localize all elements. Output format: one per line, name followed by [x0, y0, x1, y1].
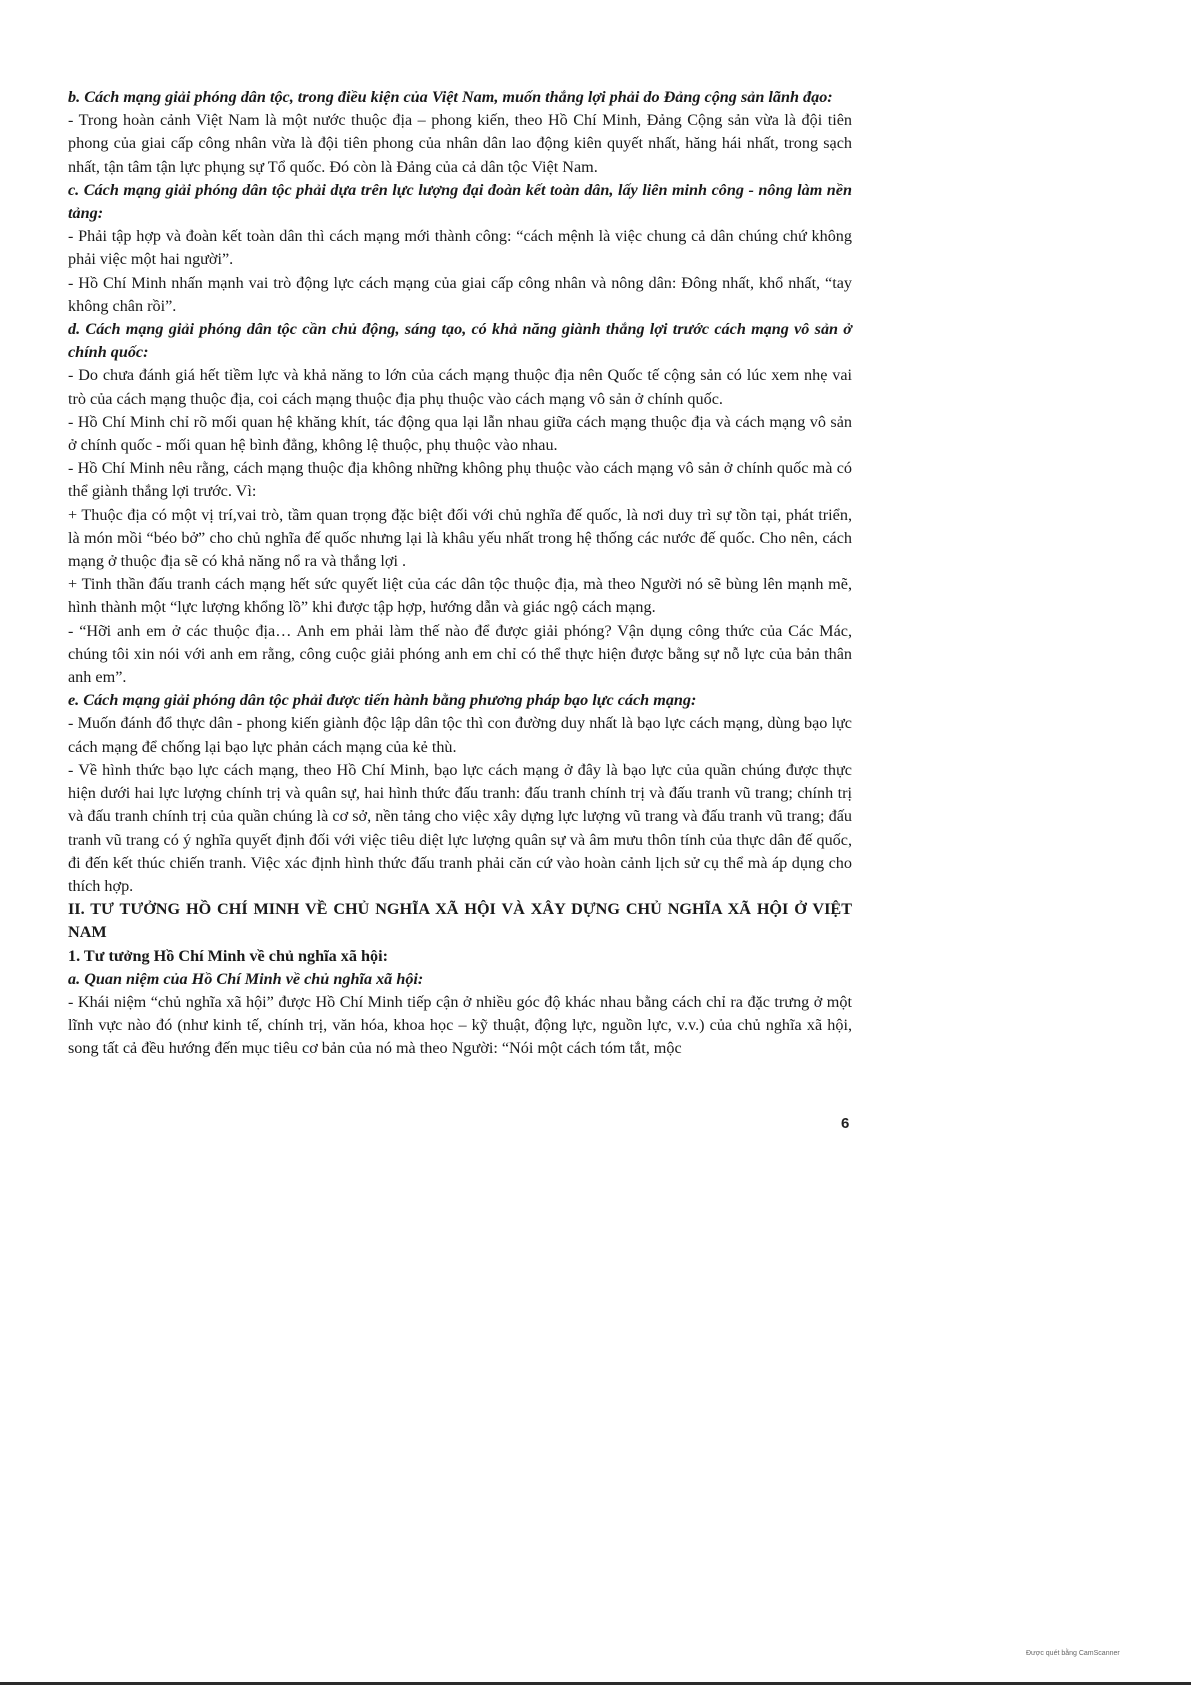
paragraph: + Thuộc địa có một vị trí,vai trò, tầm quan trọng đặc biệt đối với chủ nghĩa đế quốc, là nơi duy trì sự tồn tại, phát triển, là món mồi “béo bở” cho chủ nghĩa đế quốc nhưng lại là khâu yếu nhất trong hệ thống các nước đế quốc. Cho nên, cách mạng ở thuộc địa sẽ có khả năng nổ ra và thắng lợi . — [68, 505, 852, 571]
section-heading-e: e. Cách mạng giải phóng dân tộc phải được tiến hành bằng phương pháp bạo lực cách mạng: — [68, 691, 697, 710]
subsection-heading-a: a. Quan niệm của Hồ Chí Minh về chủ nghĩa xã hội: — [68, 969, 424, 988]
paragraph: - Muốn đánh đổ thực dân - phong kiến giành độc lập dân tộc thì con đường duy nhất là bạo lực cách mạng, dùng bạo lực cách mạng để chống lại bạo lực phản cách mạng của kẻ thù. — [68, 714, 852, 756]
paragraph: - Phải tập hợp và đoàn kết toàn dân thì cách mạng mới thành công: “cách mệnh là việc chung cả dân chúng chứ không phải việc một hai người”. — [68, 227, 852, 269]
page-number: 6 — [841, 1115, 850, 1132]
chapter-heading-II: II. TƯ TƯỞNG HỒ CHÍ MINH VỀ CHỦ NGHĨA XÃ HỘI VÀ XÂY DỰNG CHỦ NGHĨA XÃ HỘI Ở VIỆT NAM — [68, 900, 852, 942]
paragraph: - Hồ Chí Minh chỉ rõ mối quan hệ khăng khít, tác động qua lại lẫn nhau giữa cách mạng thuộc địa và cách mạng vô sản ở chính quốc - mối quan hệ bình đẳng, không lệ thuộc, phụ thuộc vào nhau. — [68, 412, 852, 455]
paragraph: - Hồ Chí Minh nêu rằng, cách mạng thuộc địa không những không phụ thuộc vào cách mạng vô sản ở chính quốc mà có thể giành thắng lợi trước. Vì: — [68, 459, 852, 501]
paragraph: + Tinh thần đấu tranh cách mạng hết sức quyết liệt của các dân tộc thuộc địa, mà theo Người nó sẽ bùng lên mạnh mẽ, hình thành một “lực lượng khổng lồ” khi được tập hợp, hướng dẫn và giác ngộ cách mạng. — [68, 575, 852, 617]
paragraph: - Do chưa đánh giá hết tiềm lực và khả năng to lớn của cách mạng thuộc địa nên Quốc tế cộng sản có lúc xem nhẹ vai trò của cách mạng thuộc địa, coi cách mạng thuộc địa phụ thuộc vào cách mạng vô sản ở chính quốc. — [68, 366, 852, 408]
subsection-heading-1: 1. Tư tưởng Hồ Chí Minh về chủ nghĩa xã hội: — [68, 946, 388, 965]
scanner-watermark: Được quét bằng CamScanner — [1026, 1650, 1120, 1657]
section-heading-b: b. Cách mạng giải phóng dân tộc, trong điều kiện của Việt Nam, muốn thắng lợi phải do Đảng cộng sản lãnh đạo: — [68, 88, 833, 106]
paragraph: - Khái niệm “chủ nghĩa xã hội” được Hồ Chí Minh tiếp cận ở nhiều góc độ khác nhau bằng cách chỉ ra đặc trưng ở một lĩnh vực nào đó (như kinh tế, chính trị, văn hóa, khoa học – kỹ thuật, động lực, nguồn lực, v.v.) của chủ nghĩa xã hội, song tất cả đều hướng đến mục tiêu cơ bản của nó mà theo Người: “Nói một cách tóm tắt, mộc — [68, 992, 852, 1058]
paragraph: - “Hỡi anh em ở các thuộc địa… Anh em phải làm thế nào để được giải phóng? Vận dụng công thức của Các Mác, chúng tôi xin nói với anh em rằng, công cuộc giải phóng anh em chỉ có thể thực hiện được bằng sự nỗ lực của bản thân anh em”. — [68, 621, 852, 687]
paragraph: - Trong hoàn cảnh Việt Nam là một nước thuộc địa – phong kiến, theo Hồ Chí Minh, Đảng Cộng sản vừa là đội tiên phong của giai cấp công nhân vừa là đội tiên phong của nhân dân lao động kiên quyết nhất, hăng hái nhất, trong sạch nhất, tận tâm tận lực phụng sự Tổ quốc. Đó còn là Đảng của cả dân tộc Việt Nam. — [68, 111, 852, 176]
document-body — [68, 86, 852, 1061]
section-heading-d: d. Cách mạng giải phóng dân tộc cần chủ động, sáng tạo, có khả năng giành thắng lợi trước cách mạng vô sản ở chính quốc: — [68, 320, 852, 362]
paragraph: - Hồ Chí Minh nhấn mạnh vai trò động lực cách mạng của giai cấp công nhân và nông dân: Đông nhất, khổ nhất, “tay không chân rồi”. — [68, 273, 852, 315]
paragraph: - Về hình thức bạo lực cách mạng, theo Hồ Chí Minh, bạo lực cách mạng ở đây là bạo lực của quần chúng được thực hiện dưới hai lực lượng chính trị và quân sự, hai hình thức đấu tranh: đấu tranh chính trị và đấu tranh vũ trang; chính trị và đấu tranh chính trị của quần chúng là cơ sở, nền tảng cho việc xây dựng lực lượng vũ trang và đấu tranh vũ trang; đấu tranh vũ trang có ý nghĩa quyết định đối với việc tiêu diệt lực lượng quân sự và âm mưu thôn tính của thực dân đế quốc, đi đến kết thúc chiến tranh. Việc xác định hình thức đấu tranh phải căn cứ vào hoàn cảnh lịch sử cụ thể mà áp dụng cho thích hợp. — [68, 760, 852, 895]
section-heading-c: c. Cách mạng giải phóng dân tộc phải dựa trên lực lượng đại đoàn kết toàn dân, lấy liên minh công - nông làm nền tảng: — [68, 180, 852, 223]
